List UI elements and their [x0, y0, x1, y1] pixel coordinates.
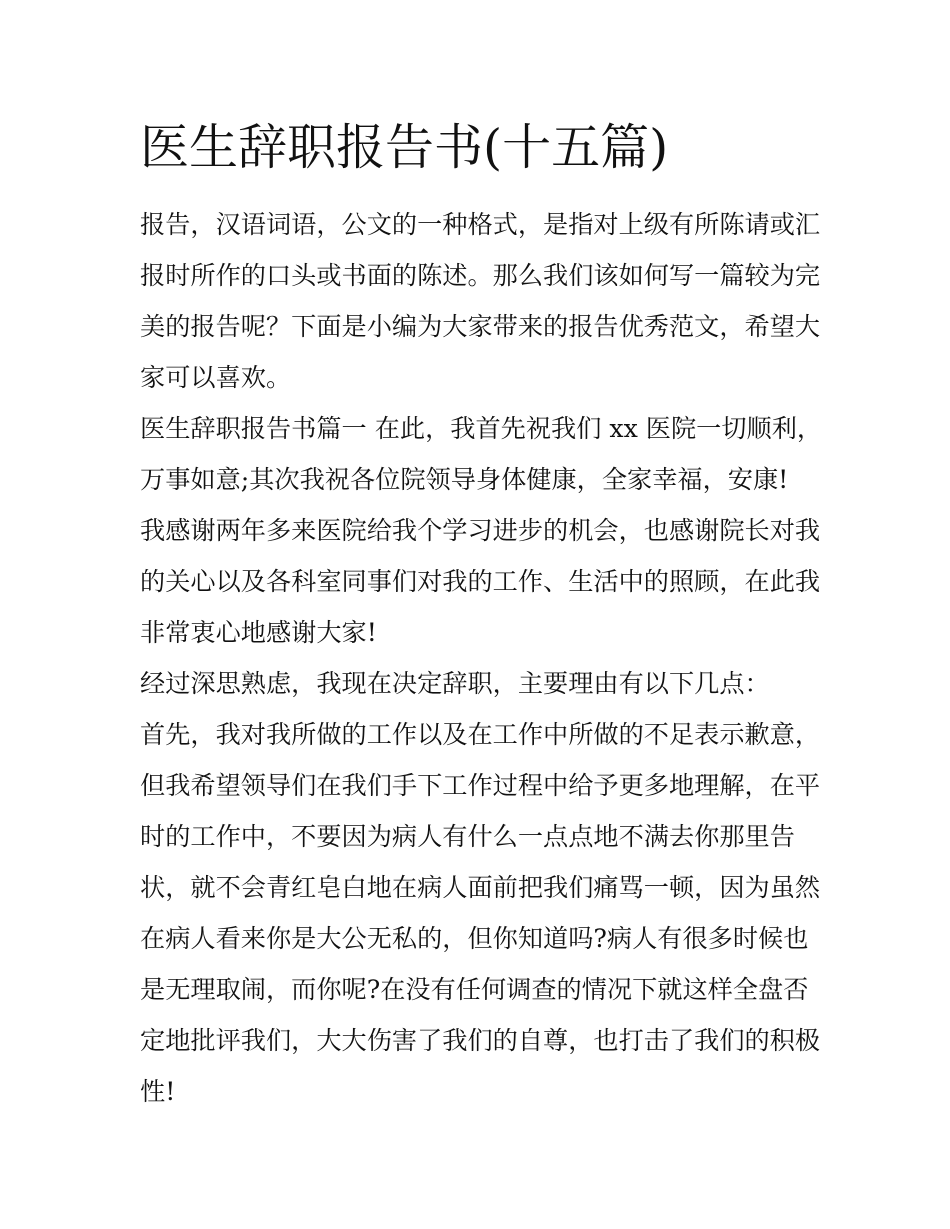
text-line-12: 但我希望领导们在我们手下工作过程中给予更多地理解，在平	[140, 771, 821, 800]
page-title: 医生辞职报告书(十五篇)	[140, 119, 669, 176]
text-line-18: 性!	[140, 1077, 176, 1106]
text-line-16: 是无理取闹，而你呢?在没有任何调查的情况下就这样全盘否	[140, 975, 809, 1004]
text-line-11: 首先，我对我所做的工作以及在工作中所做的不足表示歉意，	[140, 720, 821, 749]
text-line-2: 报时所作的口头或书面的陈述。那么我们该如何写一篇较为完	[140, 261, 821, 290]
text-line-17: 定地批评我们，大大伤害了我们的自尊，也打击了我们的积极	[140, 1026, 821, 1055]
text-line-10: 经过深思熟虑，我现在决定辞职，主要理由有以下几点：	[140, 669, 770, 698]
text-line-7: 我感谢两年多来医院给我个学习进步的机会，也感谢院长对我	[140, 516, 821, 545]
text-line-4: 家可以喜欢。	[140, 363, 292, 392]
text-line-3: 美的报告呢？下面是小编为大家带来的报告优秀范文，希望大	[140, 312, 821, 341]
text-line-5: 医生辞职报告书篇一 在此，我首先祝我们 xx 医院一切顺利，	[140, 414, 823, 443]
text-line-6: 万事如意;其次我祝各位院领导身体健康，全家幸福，安康!	[140, 465, 789, 494]
text-line-13: 时的工作中，不要因为病人有什么一点点地不满去你那里告	[140, 822, 795, 851]
text-line-14: 状，就不会青红皂白地在病人面前把我们痛骂一顿，因为虽然	[140, 873, 821, 902]
text-line-1: 报告，汉语词语，公文的一种格式，是指对上级有所陈请或汇	[140, 210, 821, 239]
text-line-9: 非常衷心地感谢大家!	[140, 618, 377, 647]
document-body	[140, 199, 823, 1117]
text-line-15: 在病人看来你是大公无私的，但你知道吗?病人有很多时候也	[140, 924, 809, 953]
text-line-8: 的关心以及各科室同事们对我的工作、生活中的照顾，在此我	[140, 567, 821, 596]
